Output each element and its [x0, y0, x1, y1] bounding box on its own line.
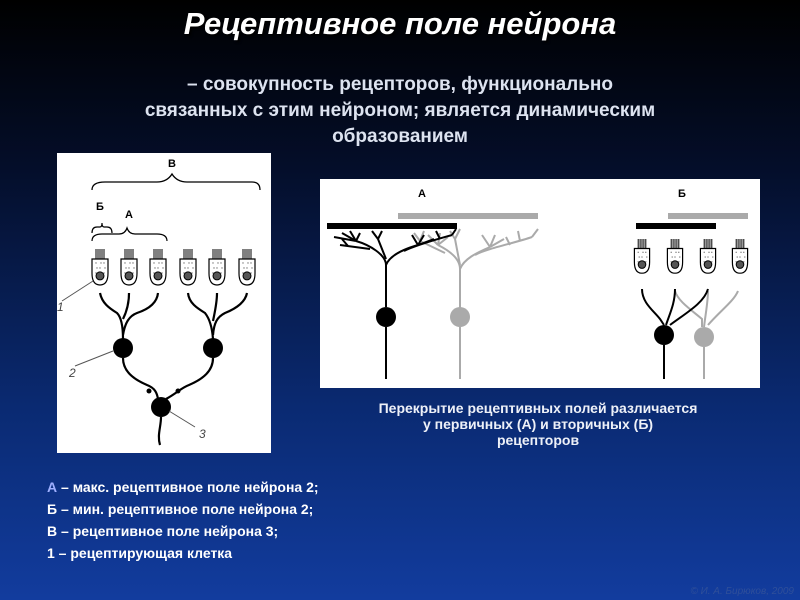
caption-line: у первичных (А) и вторичных (Б) — [422, 416, 654, 432]
legend-key: 1 — [47, 545, 55, 561]
field-bar-primary-gray — [398, 213, 538, 219]
label-a: А — [125, 209, 133, 221]
receptor-cell — [150, 249, 166, 285]
field-bar-secondary-black — [636, 223, 716, 229]
receptive-field-svg — [57, 153, 271, 453]
legend-key: А — [47, 479, 58, 495]
legend-item — [47, 542, 319, 564]
legend-text: – рецептивное поле нейрона 3; — [57, 523, 279, 539]
primary-black-branches — [334, 229, 456, 379]
receptor-cell — [700, 239, 715, 273]
receptor-cell — [667, 239, 682, 273]
receptor-cell — [209, 249, 225, 285]
neuron-3 — [151, 397, 171, 417]
primary-neuron-gray — [450, 307, 470, 327]
neuron-2-left — [113, 338, 133, 358]
receptor-cell — [732, 239, 747, 273]
label-2: 2 — [69, 366, 76, 380]
legend-text: – мин. рецептивное поле нейрона 2; — [57, 501, 314, 517]
label-3: 3 — [199, 427, 206, 441]
primary-neuron-black — [376, 307, 396, 327]
receptive-field-diagram — [57, 153, 271, 453]
label-v: В — [168, 158, 176, 170]
receptor-cell — [92, 249, 108, 285]
brace-b — [92, 223, 112, 233]
secondary-neuron-gray — [694, 327, 714, 347]
secondary-receptor-cells — [634, 239, 747, 273]
label-b: Б — [96, 201, 104, 213]
receptor-cell — [239, 249, 255, 285]
secondary-neuron-black — [654, 325, 674, 345]
overlap-svg — [320, 179, 760, 388]
subtitle-line: связанных с этим нейроном; является динамическим — [144, 100, 656, 121]
legend — [47, 476, 319, 564]
overlap-caption — [318, 400, 758, 448]
field-bar-primary-black — [327, 223, 457, 229]
legend-key: Б — [47, 501, 58, 517]
copyright: © И. А. Бирюков, 2009 — [690, 586, 794, 597]
receptor-cell — [634, 239, 649, 273]
legend-text: – рецептирующая клетка — [54, 545, 233, 561]
legend-text: – макс. рецептивное поле нейрона 2; — [57, 479, 319, 495]
caption-line: Перекрытие рецептивных полей различается — [378, 400, 698, 416]
label-primary-a: А — [418, 188, 426, 200]
slide-title: Рецептивное поле нейрона — [183, 6, 617, 41]
legend-item — [47, 520, 319, 542]
brace-v — [92, 174, 260, 190]
receptor-cell — [121, 249, 137, 285]
legend-key: В — [47, 523, 58, 539]
receptor-cell — [180, 249, 196, 285]
field-bar-secondary-gray — [668, 213, 748, 219]
label-1: 1 — [57, 300, 64, 314]
brace-a — [92, 228, 167, 241]
legend-item — [47, 498, 319, 520]
caption-line: рецепторов — [496, 432, 580, 448]
primary-gray-branches — [414, 229, 538, 379]
legend-item — [47, 476, 319, 498]
receptor-cells — [92, 249, 255, 285]
slide-subtitle — [40, 72, 760, 150]
neuron-2-right — [203, 338, 223, 358]
label-secondary-b: Б — [678, 188, 686, 200]
subtitle-line: – совокупность рецепторов, функционально — [186, 74, 614, 95]
subtitle-line: образованием — [332, 126, 468, 147]
overlap-diagram — [320, 179, 760, 388]
